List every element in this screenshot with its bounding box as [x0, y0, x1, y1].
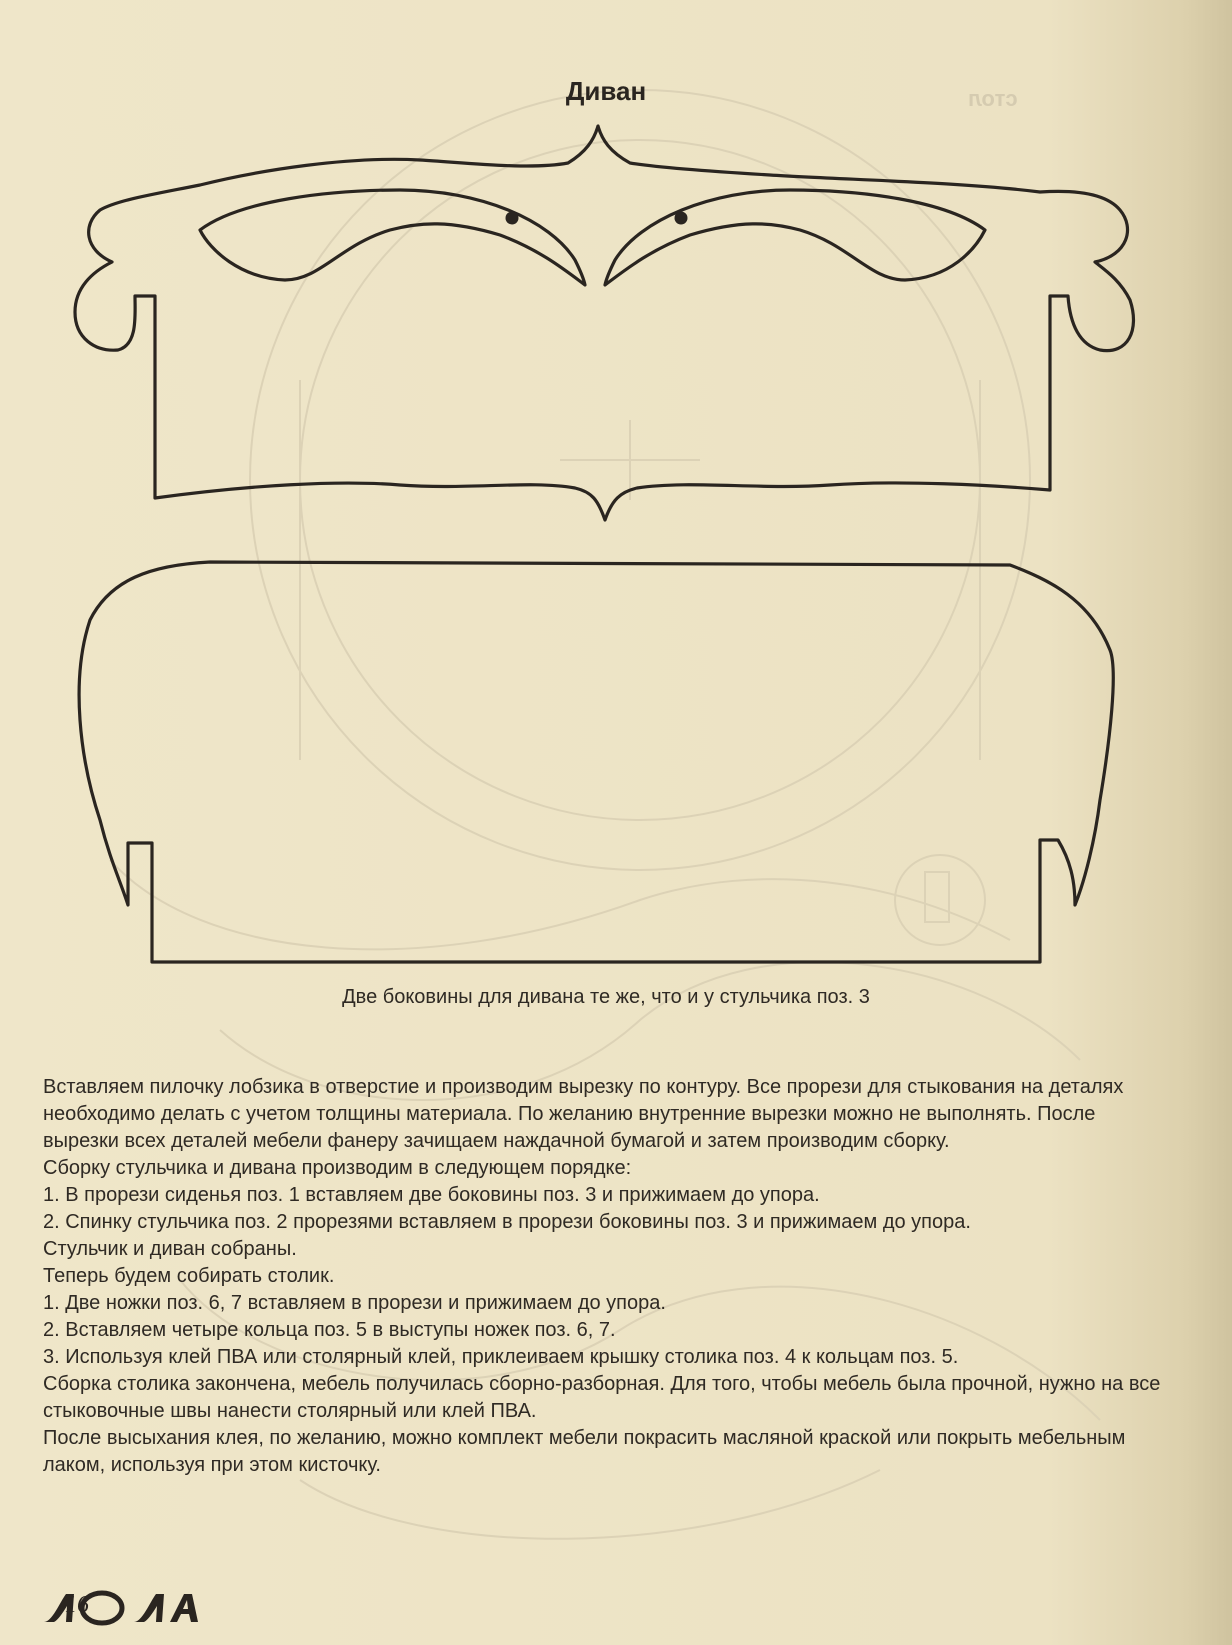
sofa-backrest-outline: [75, 126, 1133, 520]
paragraph: 1. В прорези сиденья поз. 1 вставляем две боковины поз. 3 и прижимаем до упора.: [43, 1184, 820, 1206]
paragraph: Теперь будем собирать столик.: [43, 1265, 335, 1287]
paragraph: 3. Используя клей ПВА или столярный клей, приклеиваем крышку столика поз. 4 к кольцам поз. 5.: [43, 1346, 959, 1368]
sofa-seat-outline: [79, 562, 1113, 962]
paragraph: Сборку стульчика и дивана производим в следующем порядке:: [43, 1157, 632, 1179]
paragraph: 2. Вставляем четыре кольца поз. 5 в выступы ножек поз. 6, 7.: [43, 1319, 616, 1341]
paragraph: Вставляем пилочку лобзика в отверстие и производим вырезку по контуру. Все прорези для стыкования на деталях необходимо делать с учетом толщины материала. По желанию внутренние вырезки можно не выполнять. После вырезки всех деталей мебели фанеру зачищаем наждачной бумагой и затем производим сборку.: [43, 1076, 1124, 1152]
page-title: Диван: [565, 76, 647, 106]
instructions-text: [43, 1074, 1173, 1479]
paragraph: После высыхания клея, по желанию, можно комплект мебели покрасить масляной краской или покрыть мебельным лаком, используя при этом кисточку.: [43, 1427, 1126, 1476]
page-footer: [42, 1588, 202, 1628]
sofa-right-cutout: [605, 190, 985, 285]
page-number: 16: [65, 1592, 89, 1618]
sofa-left-cutout: [200, 190, 585, 285]
right-drill-hole: [675, 212, 688, 225]
paragraph: Стульчик и диван собраны.: [43, 1238, 297, 1260]
figure-caption: Две боковины для дивана те же, что и у стульчика поз. 3: [342, 986, 870, 1008]
paragraph: 2. Спинку стульчика поз. 2 прорезями вставляем в прорези боковины поз. 3 и прижимаем до упора.: [43, 1211, 971, 1233]
paragraph: Сборка столика закончена, мебель получилась сборно-разборная. Для того, чтобы мебель была прочной, нужно на все стыковочные швы нанести столярный или клей ПВА.: [43, 1373, 1161, 1422]
left-drill-hole: [506, 212, 519, 225]
paragraph: 1. Две ножки поз. 6, 7 вставляем в прорези и прижимаем до упора.: [43, 1292, 666, 1314]
show-through-label: стол: [968, 86, 1018, 111]
